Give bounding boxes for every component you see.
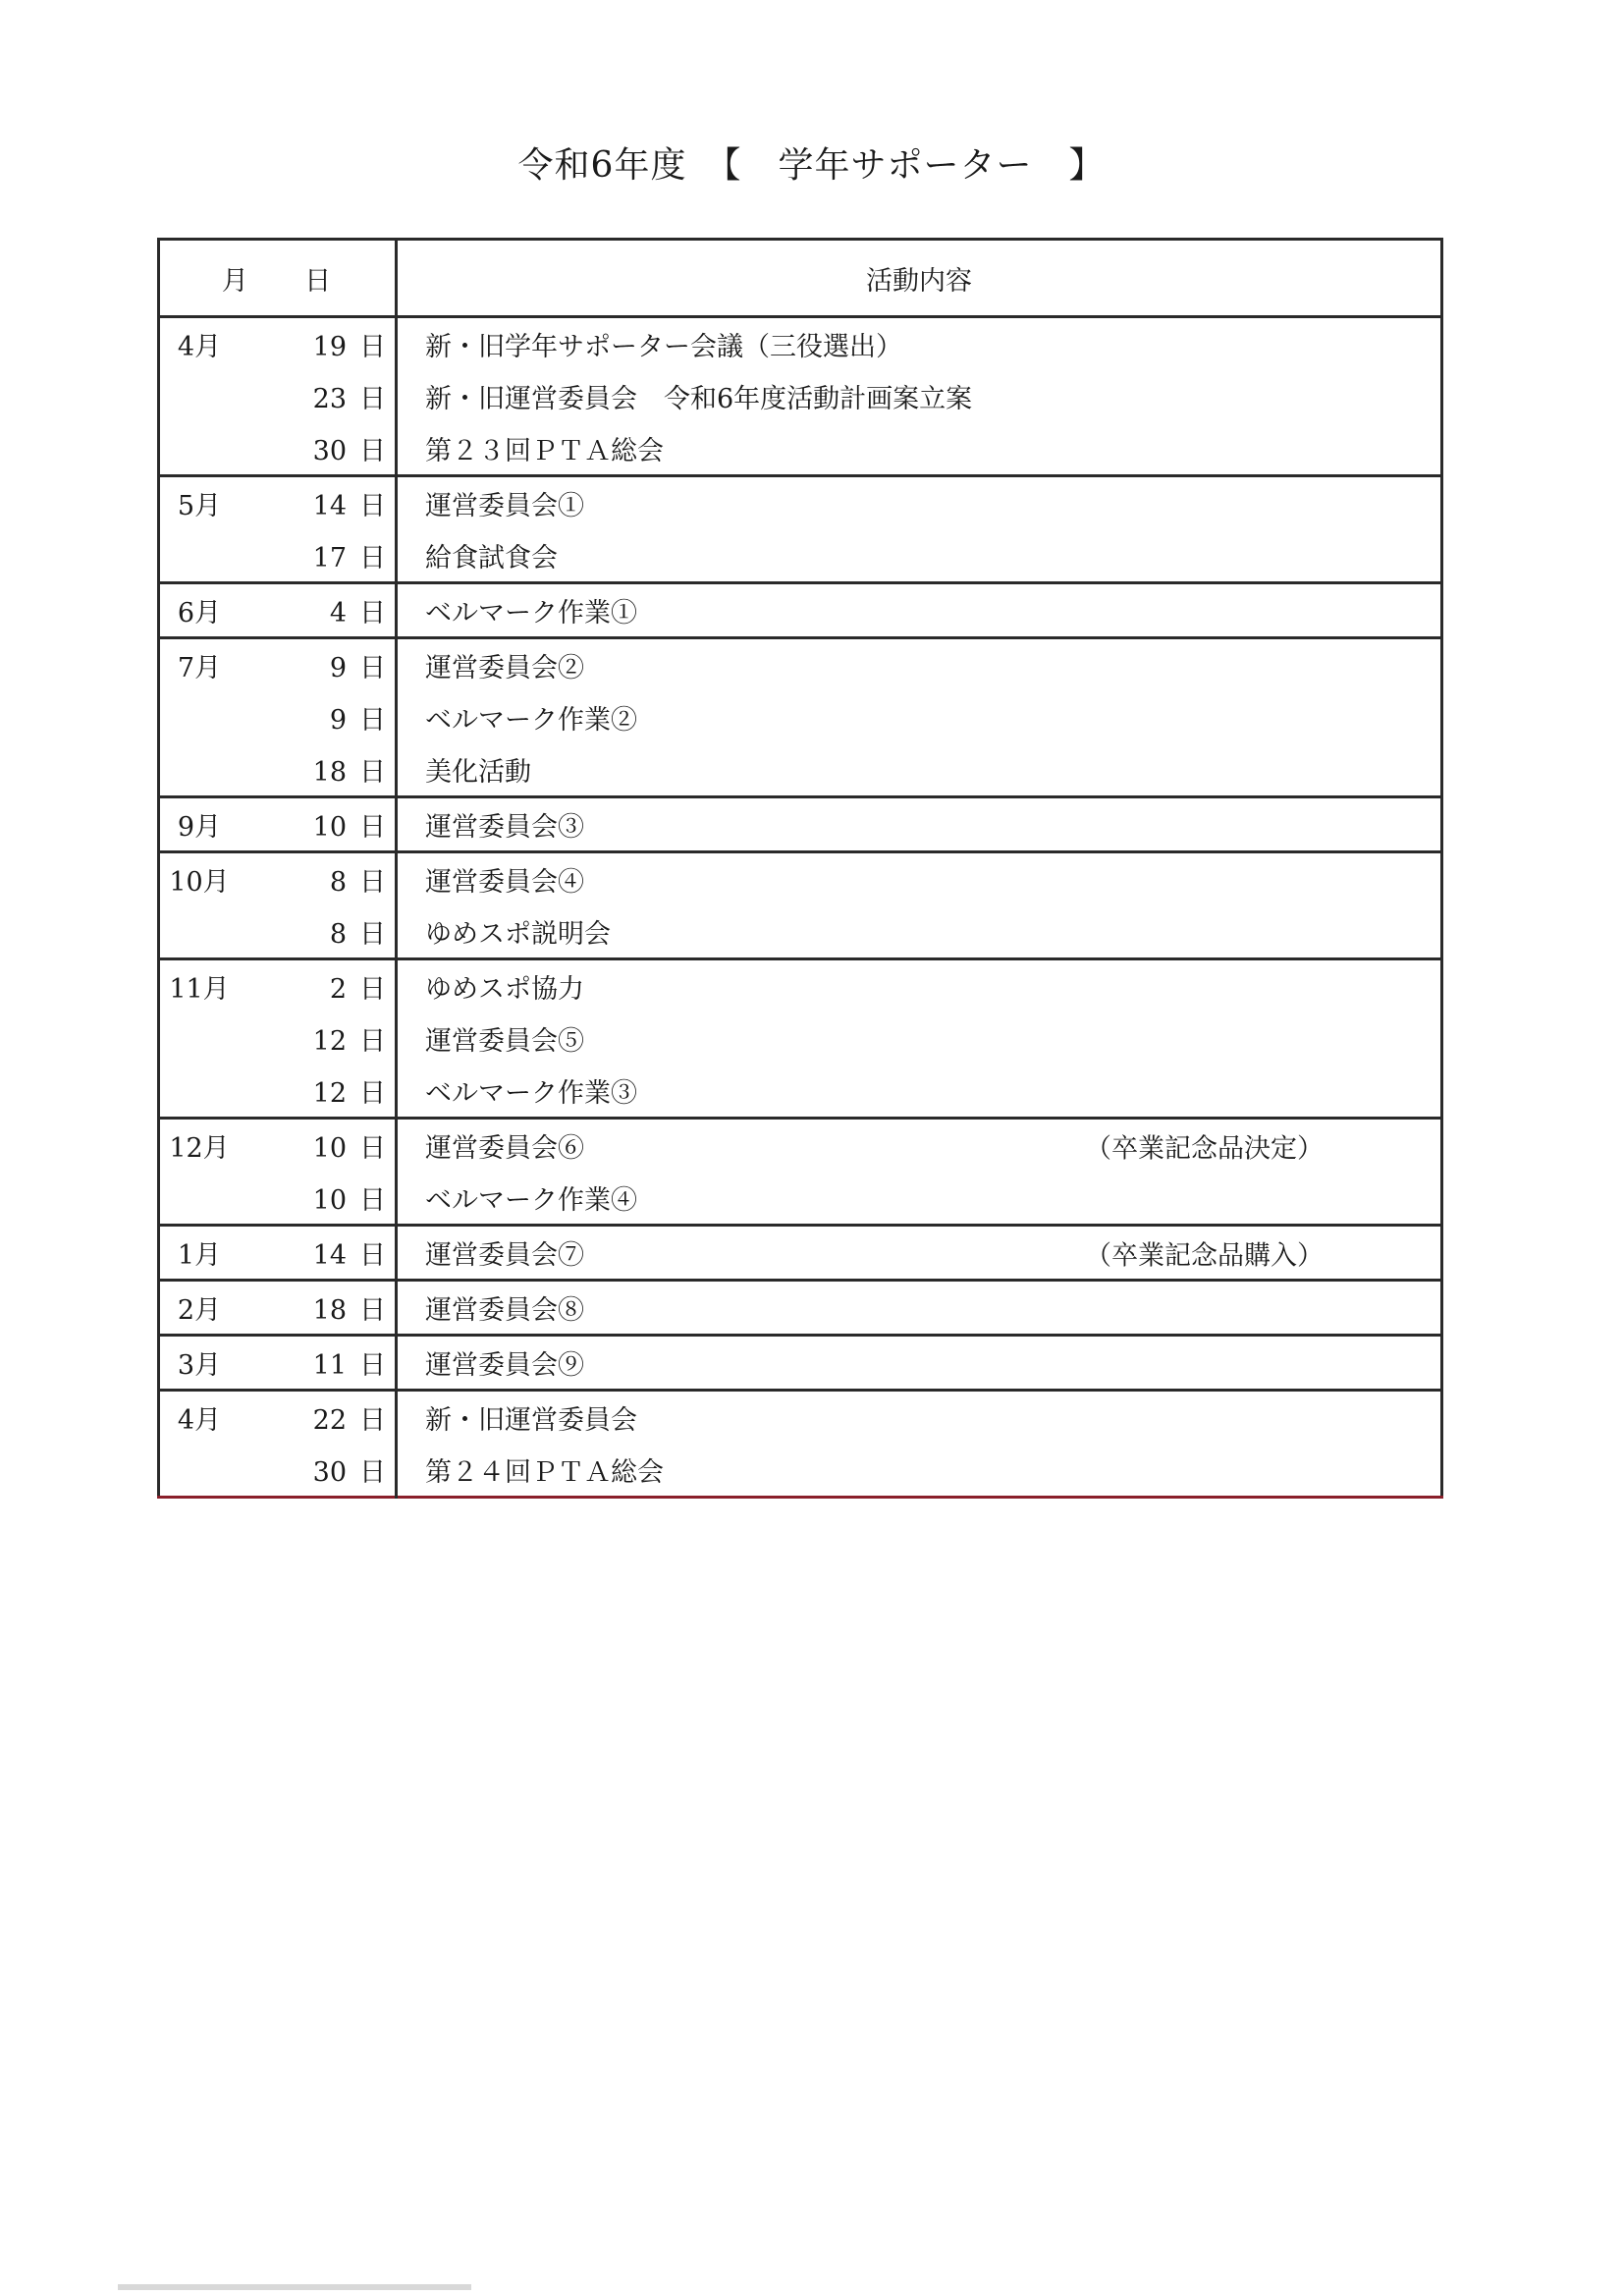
activity-text: 給食試食会 [425, 543, 558, 574]
activity-content [398, 912, 1440, 951]
activity-content [398, 484, 1440, 522]
header-row [159, 240, 1442, 317]
table-row [159, 1391, 1442, 1445]
day-number: 12 [312, 1078, 347, 1109]
day-number: 9 [329, 705, 347, 736]
activity-text: 運営委員会⑦ [425, 1240, 584, 1271]
day-unit: 日 [359, 1026, 386, 1057]
table-row [159, 1281, 1442, 1336]
day-number: 10 [312, 812, 347, 843]
activity-content [398, 1288, 1440, 1327]
month-label: 9月 [177, 812, 222, 843]
date-cell [159, 691, 397, 743]
activity-cell [397, 1226, 1442, 1281]
table-row [159, 638, 1442, 692]
day-number: 30 [312, 436, 347, 466]
day-number: 9 [329, 653, 347, 683]
month-label: 11月 [169, 974, 230, 1005]
activity-cell [397, 370, 1442, 422]
activity-content [398, 429, 1440, 467]
activity-text: ベルマーク作業③ [425, 1078, 637, 1109]
day-unit: 日 [359, 1457, 386, 1488]
day-unit: 日 [359, 332, 386, 362]
day-number: 4 [329, 598, 347, 629]
activity-content [398, 750, 1440, 789]
table-row [159, 317, 1442, 371]
activity-text: 新・旧運営委員会 [425, 1405, 637, 1436]
month-group [159, 1226, 1442, 1281]
day-number: 23 [312, 384, 347, 414]
activity-content [398, 1071, 1440, 1110]
day-unit: 日 [359, 491, 386, 521]
table-row [159, 1065, 1442, 1119]
day-unit: 日 [359, 598, 386, 629]
table-row [159, 959, 1442, 1013]
day-number: 22 [312, 1405, 347, 1436]
table-header [159, 240, 1442, 317]
activity-text: 第２３回ＰＴＡ総会 [425, 436, 664, 466]
table-row [159, 905, 1442, 959]
activity-text: ベルマーク作業① [425, 598, 637, 629]
day-number: 18 [312, 1295, 347, 1326]
date-cell [159, 476, 397, 530]
activity-text: 運営委員会⑧ [425, 1295, 584, 1326]
activity-cell [397, 905, 1442, 959]
month-label: 6月 [177, 598, 222, 629]
day-number: 10 [312, 1185, 347, 1216]
table-row [159, 1172, 1442, 1226]
activity-cell [397, 317, 1442, 371]
day-unit: 日 [359, 1078, 386, 1109]
activity-cell [397, 852, 1442, 906]
month-label: 12月 [169, 1133, 230, 1164]
activity-content [398, 591, 1440, 629]
day-unit: 日 [359, 705, 386, 736]
month-group [159, 1391, 1442, 1498]
month-group [159, 1336, 1442, 1391]
activity-note: （卒業記念品決定） [1085, 1133, 1324, 1164]
day-unit: 日 [359, 757, 386, 788]
day-number: 19 [312, 332, 347, 362]
date-cell [159, 1119, 397, 1173]
day-number: 11 [312, 1350, 347, 1381]
month-label: 4月 [177, 1405, 222, 1436]
activity-cell [397, 422, 1442, 476]
activity-column-header: 活動内容 [397, 240, 1442, 317]
day-unit: 日 [359, 1295, 386, 1326]
activity-content [398, 1233, 1440, 1272]
month-group [159, 583, 1442, 638]
activity-text: ベルマーク作業② [425, 705, 637, 736]
activity-content [398, 377, 1440, 415]
activity-cell [397, 583, 1442, 638]
activity-cell [397, 743, 1442, 797]
month-group [159, 797, 1442, 852]
activity-cell [397, 1172, 1442, 1226]
day-number: 8 [329, 867, 347, 898]
day-unit: 日 [359, 653, 386, 683]
table-row [159, 1012, 1442, 1065]
table-row [159, 476, 1442, 530]
table-row [159, 852, 1442, 906]
day-unit: 日 [359, 1405, 386, 1436]
day-number: 8 [329, 919, 347, 950]
table-row [159, 422, 1442, 476]
activity-cell [397, 1391, 1442, 1445]
table-row [159, 691, 1442, 743]
activity-text: 運営委員会② [425, 653, 584, 683]
table-row [159, 583, 1442, 638]
activity-note: （卒業記念品購入） [1085, 1240, 1324, 1271]
day-unit: 日 [359, 919, 386, 950]
day-number: 14 [312, 491, 347, 521]
date-cell [159, 638, 397, 692]
activity-content [398, 646, 1440, 684]
table-row [159, 529, 1442, 583]
activity-text: 新・旧運営委員会 令和6年度活動計画案立案 [425, 384, 973, 414]
activity-cell [397, 638, 1442, 692]
activity-content [398, 860, 1440, 899]
activity-cell [397, 1444, 1442, 1498]
activity-text: 第２４回ＰＴＡ総会 [425, 1457, 664, 1488]
table-row [159, 1119, 1442, 1173]
date-cell [159, 1336, 397, 1391]
activity-cell [397, 1119, 1442, 1173]
activity-cell [397, 529, 1442, 583]
date-cell [159, 1172, 397, 1226]
month-group [159, 317, 1442, 476]
table-row [159, 1336, 1442, 1391]
month-label: 3月 [177, 1350, 222, 1381]
activity-text: 新・旧学年サポーター会議（三役選出） [425, 332, 902, 362]
month-group [159, 1119, 1442, 1226]
date-cell [159, 797, 397, 852]
scan-edge-mark [118, 2284, 471, 2290]
date-cell [159, 1226, 397, 1281]
day-unit: 日 [359, 974, 386, 1005]
date-cell [159, 583, 397, 638]
month-label: 4月 [177, 332, 222, 362]
date-cell [159, 852, 397, 906]
activity-text: 運営委員会⑨ [425, 1350, 584, 1381]
day-unit: 日 [359, 1185, 386, 1216]
date-cell [159, 1012, 397, 1065]
day-number: 30 [312, 1457, 347, 1488]
month-label: 2月 [177, 1295, 222, 1326]
month-group [159, 1281, 1442, 1336]
activity-content [398, 536, 1440, 574]
activity-cell [397, 797, 1442, 852]
activity-cell [397, 1281, 1442, 1336]
activity-content [398, 805, 1440, 844]
day-unit: 日 [359, 1240, 386, 1271]
activity-text: 運営委員会⑥ [425, 1133, 584, 1164]
activity-text: ゆめスポ説明会 [425, 919, 611, 950]
month-label: 1月 [177, 1240, 222, 1271]
activity-cell [397, 476, 1442, 530]
date-cell [159, 905, 397, 959]
day-number: 14 [312, 1240, 347, 1271]
activity-content [398, 1019, 1440, 1058]
activity-content [398, 1178, 1440, 1217]
activity-content [398, 1398, 1440, 1437]
table-row [159, 370, 1442, 422]
date-cell [159, 317, 397, 371]
date-cell [159, 743, 397, 797]
day-unit: 日 [359, 384, 386, 414]
date-cell [159, 959, 397, 1013]
day-unit: 日 [359, 436, 386, 466]
activity-cell [397, 1065, 1442, 1119]
table-row [159, 1226, 1442, 1281]
date-cell [159, 1281, 397, 1336]
page-title: 令和6年度 【 学年サポーター 】 [517, 145, 1106, 186]
date-cell [159, 529, 397, 583]
activity-cell [397, 691, 1442, 743]
activity-content [398, 1343, 1440, 1382]
activity-text: 運営委員会① [425, 491, 584, 521]
day-unit: 日 [359, 1350, 386, 1381]
day-number: 17 [312, 543, 347, 574]
table-row [159, 743, 1442, 797]
date-cell [159, 1444, 397, 1498]
day-number: 18 [312, 757, 347, 788]
date-cell [159, 1065, 397, 1119]
month-group [159, 638, 1442, 797]
activity-text: 運営委員会⑤ [425, 1026, 584, 1057]
month-label: 10月 [169, 867, 230, 898]
table-row [159, 797, 1442, 852]
month-group [159, 476, 1442, 583]
activity-content [398, 967, 1440, 1006]
table-row [159, 1444, 1442, 1498]
date-cell [159, 422, 397, 476]
activity-text: ゆめスポ協力 [425, 974, 584, 1005]
day-header-label: 日 [304, 265, 334, 297]
activity-schedule-table [157, 238, 1443, 1499]
day-unit: 日 [359, 867, 386, 898]
day-unit: 日 [359, 543, 386, 574]
date-cell [159, 370, 397, 422]
activity-cell [397, 959, 1442, 1013]
activity-text: ベルマーク作業④ [425, 1185, 637, 1216]
date-column-header [159, 240, 397, 317]
activity-cell [397, 1012, 1442, 1065]
day-unit: 日 [359, 812, 386, 843]
month-header-label: 月 [221, 265, 250, 297]
activity-content [398, 698, 1440, 737]
day-number: 10 [312, 1133, 347, 1164]
month-label: 5月 [177, 491, 222, 521]
month-label: 7月 [177, 653, 222, 683]
day-number: 12 [312, 1026, 347, 1057]
month-group [159, 852, 1442, 959]
day-number: 2 [329, 974, 347, 1005]
month-group [159, 959, 1442, 1119]
activity-text: 美化活動 [425, 757, 531, 788]
activity-text: 運営委員会④ [425, 867, 584, 898]
activity-text: 運営委員会③ [425, 812, 584, 843]
date-cell [159, 1391, 397, 1445]
activity-content [398, 325, 1440, 363]
activity-content [398, 1126, 1440, 1165]
activity-content [398, 1450, 1440, 1489]
day-unit: 日 [359, 1133, 386, 1164]
activity-cell [397, 1336, 1442, 1391]
